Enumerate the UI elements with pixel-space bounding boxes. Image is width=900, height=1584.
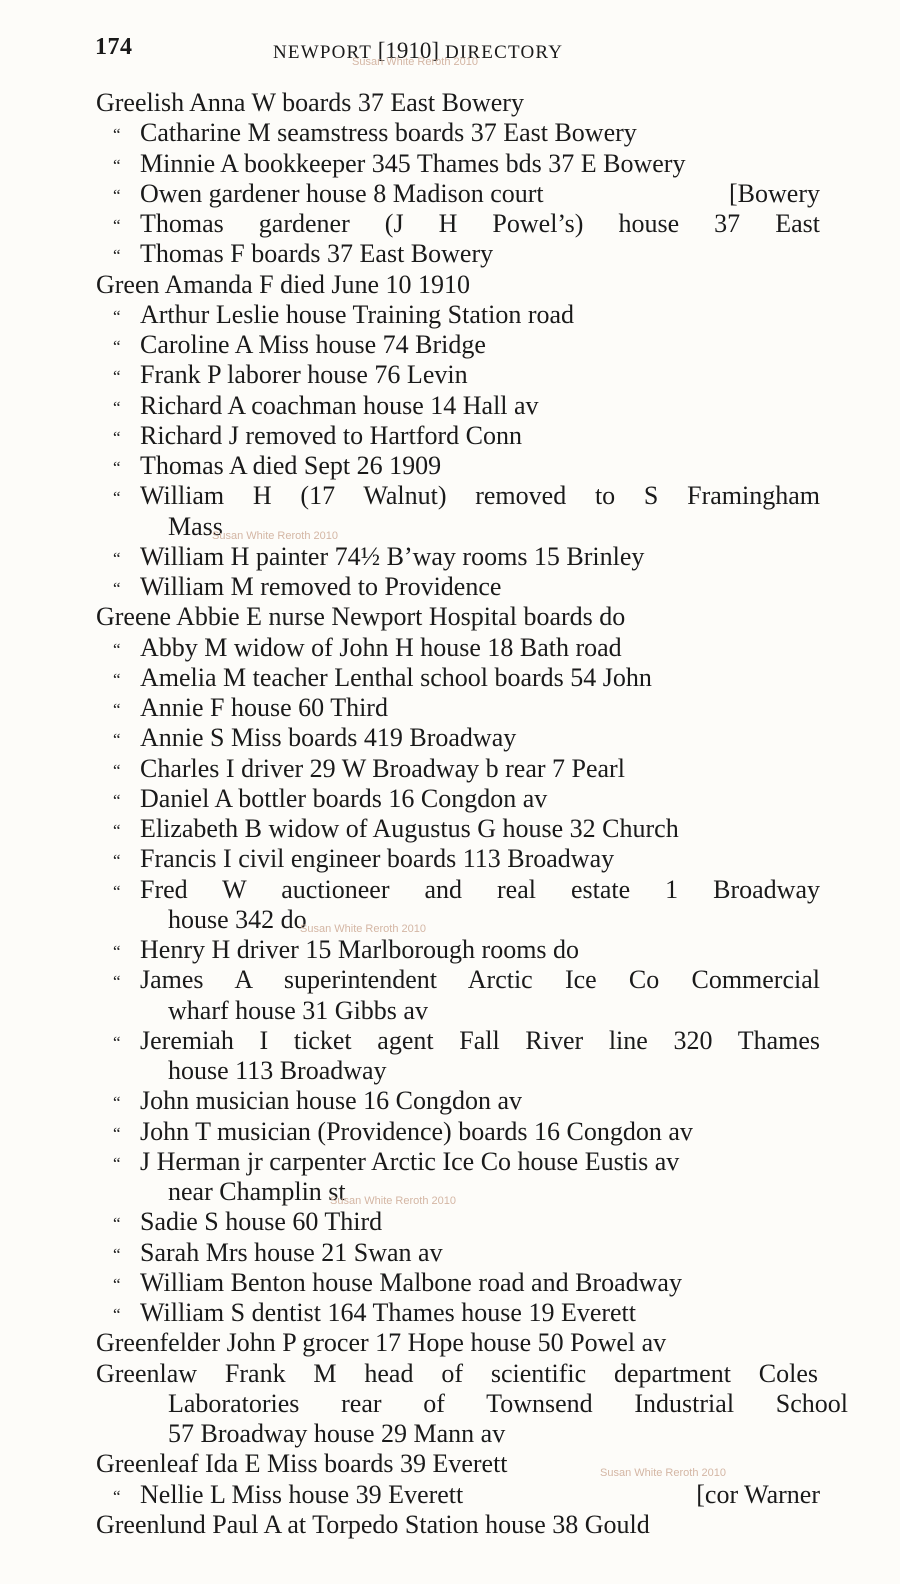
watermark: Susan White Reroth 2010 <box>352 56 478 68</box>
entry-text: Mass <box>168 511 223 541</box>
entry-text: Arthur Leslie house Training Station road <box>140 299 575 329</box>
ditto-mark: “ <box>113 942 121 961</box>
ditto-mark: “ <box>113 1032 121 1052</box>
entry-text: Francis I civil engineer boards 113 Broadway <box>140 844 615 874</box>
entry-text: John musician house 16 Congdon av <box>140 1086 523 1116</box>
ditto-mark: “ <box>113 1093 121 1113</box>
entry-subentry <box>0 1480 900 1510</box>
entry-subentry <box>0 1298 900 1328</box>
ditto-mark: “ <box>113 1305 121 1324</box>
entry-subentry <box>0 754 900 784</box>
entry-text: Green Amanda F died June 10 1910 <box>96 269 471 299</box>
ditto-mark: “ <box>113 337 121 356</box>
ditto-mark: “ <box>113 669 121 689</box>
entry-subentry <box>0 1268 900 1298</box>
entry-subentry <box>0 875 900 905</box>
ditto-mark: “ <box>113 579 121 598</box>
entry-text: Frank P laborer house 76 Levin <box>140 360 468 390</box>
ditto-mark: “ <box>113 1123 121 1143</box>
entry-text: Daniel A bottler boards 16 Congdon av <box>140 783 548 813</box>
carryover-text: [cor Warner <box>696 1479 820 1509</box>
entry-subentry <box>0 1086 900 1116</box>
entry-subentry <box>0 149 900 179</box>
entry-text: 57 Broadway house 29 Mann av <box>168 1419 506 1448</box>
entry-subentry <box>0 360 900 390</box>
title-prefix: NEWPORT <box>273 42 378 63</box>
entry-text: Thomas A died Sept 26 1909 <box>140 451 442 480</box>
entry-text: Annie F house 60 Third <box>140 693 388 722</box>
ditto-mark: “ <box>113 851 121 871</box>
entry-text: William S dentist 164 Thames house 19 Everett <box>140 1298 637 1327</box>
entry-text: Owen gardener house 8 Madison court <box>140 178 544 208</box>
entry-text: Sadie S house 60 Third <box>140 1207 383 1237</box>
entry-subentry <box>0 572 900 602</box>
entry-continuation <box>0 996 900 1026</box>
entry-subentry <box>0 663 900 693</box>
entry-subentry <box>0 300 900 330</box>
page-header <box>95 34 655 70</box>
entry-text: Abby M widow of John H house 18 Bath road <box>140 632 622 662</box>
entry-subentry <box>0 1026 900 1056</box>
directory-entries <box>0 88 900 1540</box>
ditto-mark: “ <box>113 216 121 235</box>
entry-continuation <box>0 1389 900 1419</box>
entry-subentry <box>0 179 900 209</box>
entry-heading <box>0 1359 900 1389</box>
entry-subentry <box>0 239 900 269</box>
entry-subentry <box>0 1238 900 1268</box>
entry-heading <box>0 1510 900 1540</box>
entry-subentry <box>0 965 900 995</box>
entry-subentry <box>0 814 900 844</box>
ditto-mark: “ <box>113 639 121 659</box>
entry-subentry <box>0 542 900 572</box>
page-number: 174 <box>95 34 133 60</box>
ditto-mark: “ <box>113 155 121 175</box>
entry-subentry <box>0 784 900 814</box>
ditto-mark: “ <box>113 700 121 719</box>
ditto-mark: “ <box>113 730 121 750</box>
entry-subentry <box>0 421 900 451</box>
entry-text: William H (17 Walnut) removed to S Framingham <box>140 481 820 511</box>
entry-text: Jeremiah I ticket agent Fall River line 320 Thames <box>140 1025 820 1055</box>
ditto-mark: “ <box>113 881 121 901</box>
entry-text: Charles I driver 29 W Broadway b rear 7 Pearl <box>140 753 625 783</box>
entry-text: William M removed to Providence <box>140 572 502 601</box>
entry-subentry <box>0 693 900 723</box>
entry-text: Caroline A Miss house 74 Bridge <box>140 330 486 359</box>
entry-subentry <box>0 451 900 481</box>
entry-text: William Benton house Malbone road and Broadway <box>140 1267 682 1297</box>
entry-text: Laboratories rear of Townsend Industrial School <box>168 1388 848 1418</box>
entry-text: house 113 Broadway <box>168 1056 387 1085</box>
entry-text: William H painter 74½ B’way rooms 15 Brinley <box>140 541 645 571</box>
entry-heading <box>0 88 900 118</box>
entry-text: Greenleaf Ida E Miss boards 39 Everett <box>96 1449 508 1479</box>
ditto-mark: “ <box>113 1486 121 1506</box>
ditto-mark: “ <box>113 760 121 780</box>
entry-text: Greenlund Paul A at Torpedo Station house 38 Gould <box>96 1509 650 1539</box>
ditto-mark: “ <box>113 1274 121 1294</box>
entry-subentry <box>0 1117 900 1147</box>
ditto-mark: “ <box>113 246 121 266</box>
entry-text: Richard J removed to Hartford Conn <box>140 420 522 450</box>
ditto-mark: “ <box>113 548 121 568</box>
ditto-mark: “ <box>113 185 121 205</box>
entry-text: Thomas gardener (J H Powel’s) house 37 East <box>140 209 820 238</box>
watermark: Susan White Reroth 2010 <box>600 1467 726 1480</box>
entry-subentry <box>0 391 900 421</box>
ditto-mark: “ <box>113 1153 121 1173</box>
entry-text: Richard A coachman house 14 Hall av <box>140 390 539 420</box>
entry-subentry <box>0 844 900 874</box>
entry-heading <box>0 1449 900 1479</box>
carryover-text: [Bowery <box>729 178 820 208</box>
entry-continuation <box>0 1419 900 1449</box>
entry-subentry <box>0 481 900 511</box>
entry-text: Elizabeth B widow of Augustus G house 32 Church <box>140 814 679 843</box>
entry-continuation <box>0 1056 900 1086</box>
entry-text: wharf house 31 Gibbs av <box>168 995 428 1025</box>
entry-text: Minnie A bookkeeper 345 Thames bds 37 E Bowery <box>140 148 686 178</box>
entry-text: J Herman jr carpenter Arctic Ice Co house Eustis av <box>140 1146 680 1176</box>
entry-text: Thomas F boards 37 East Bowery <box>140 239 494 269</box>
ditto-mark: “ <box>113 397 121 417</box>
entry-text: Henry H driver 15 Marlborough rooms do <box>140 935 580 964</box>
entry-continuation <box>0 905 900 935</box>
entry-text: house 342 do <box>168 904 307 934</box>
ditto-mark: “ <box>113 458 121 477</box>
entry-text: Greelish Anna W boards 37 East Bowery <box>96 88 524 117</box>
entry-subentry <box>0 935 900 965</box>
entry-subentry <box>0 118 900 148</box>
entry-text: Fred W auctioneer and real estate 1 Broadway <box>140 874 820 904</box>
entry-subentry <box>0 1147 900 1177</box>
entry-text: Greenfelder John P grocer 17 Hope house 50 Powel av <box>96 1328 667 1358</box>
entry-text: James A superintendent Arctic Ice Co Commercial <box>140 965 820 995</box>
ditto-mark: “ <box>113 972 121 992</box>
entry-heading <box>0 270 900 300</box>
entry-text: Greene Abbie E nurse Newport Hospital boards do <box>96 602 626 632</box>
ditto-mark: “ <box>113 306 121 326</box>
entry-subentry <box>0 330 900 360</box>
entry-subentry <box>0 1207 900 1237</box>
entry-subentry <box>0 723 900 753</box>
entry-text: Amelia M teacher Lenthal school boards 54 John <box>140 662 652 692</box>
ditto-mark: “ <box>113 790 121 810</box>
entry-heading <box>0 602 900 632</box>
entry-text: Annie S Miss boards 419 Broadway <box>140 723 517 753</box>
watermark: Susan White Reroth 2010 <box>212 529 338 542</box>
watermark: Susan White Reroth 2010 <box>330 1195 456 1207</box>
ditto-mark: “ <box>113 821 121 840</box>
title-suffix: DIRECTORY <box>439 42 564 63</box>
entry-text: Greenlaw Frank M head of scientific department Coles <box>96 1358 818 1388</box>
entry-text: near Champlin st <box>168 1177 346 1206</box>
entry-continuation <box>0 512 900 542</box>
ditto-mark: “ <box>113 1214 121 1234</box>
watermark: Susan White Reroth 2010 <box>300 922 426 935</box>
entry-continuation <box>0 1177 900 1207</box>
entry-heading <box>0 1328 900 1358</box>
ditto-mark: “ <box>113 427 121 447</box>
ditto-mark: “ <box>113 488 121 508</box>
entry-text: Sarah Mrs house 21 Swan av <box>140 1237 443 1267</box>
ditto-mark: “ <box>113 367 121 387</box>
running-title <box>273 38 563 64</box>
entry-text: Nellie L Miss house 39 Everett <box>140 1479 464 1509</box>
ditto-mark: “ <box>113 1244 121 1264</box>
ditto-mark: “ <box>113 125 121 145</box>
entry-text: John T musician (Providence) boards 16 Congdon av <box>140 1116 693 1146</box>
entry-subentry <box>0 633 900 663</box>
title-year: [1910] <box>377 38 440 63</box>
entry-text: Catharine M seamstress boards 37 East Bowery <box>140 118 637 148</box>
entry-subentry <box>0 209 900 239</box>
